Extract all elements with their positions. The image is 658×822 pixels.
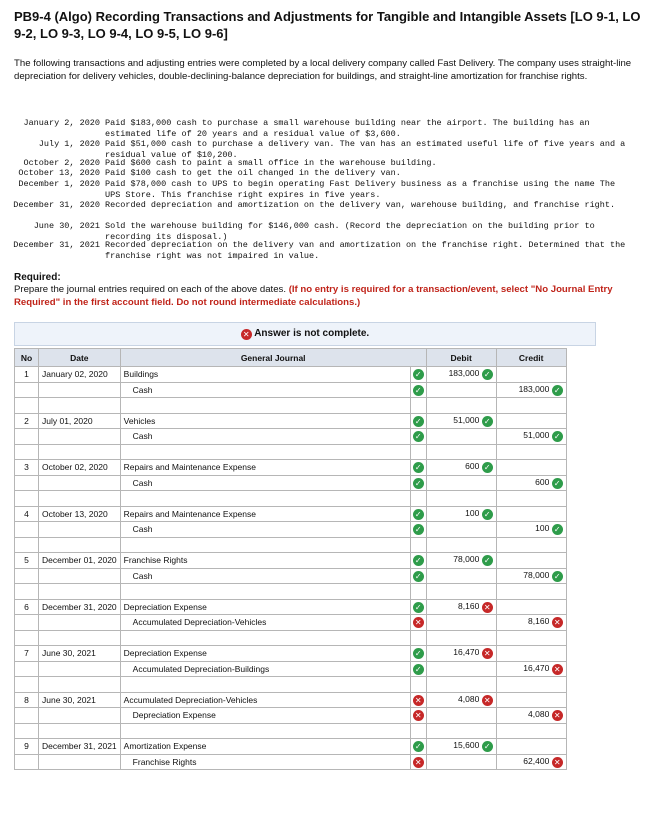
- blank-cell[interactable]: [410, 537, 426, 553]
- entry-date[interactable]: June 30, 2021: [39, 646, 121, 662]
- account-field[interactable]: Cash: [120, 475, 410, 491]
- debit-field[interactable]: 100 ✓: [426, 506, 496, 522]
- entry-number: [15, 661, 39, 677]
- entry-date[interactable]: July 01, 2020: [39, 413, 121, 429]
- account-field[interactable]: Cash: [120, 522, 410, 538]
- blank-cell[interactable]: [426, 491, 496, 507]
- header-debit: Debit: [426, 349, 496, 367]
- transaction-date: June 30, 2021: [33, 221, 100, 231]
- transaction-text: Paid $600 cash to paint a small office in the warehouse building.: [105, 158, 437, 168]
- account-status: [410, 708, 426, 724]
- entry-date[interactable]: January 02, 2020: [39, 367, 121, 383]
- transaction-date: July 1, 2020: [38, 139, 100, 149]
- account-status: [410, 475, 426, 491]
- x-circle-icon: ✕: [413, 710, 424, 721]
- account-field[interactable]: Buildings: [120, 367, 410, 383]
- debit-field[interactable]: [426, 568, 496, 584]
- transaction-date: December 31, 2020: [13, 200, 100, 210]
- account-status: [410, 692, 426, 708]
- check-icon: ✓: [413, 555, 424, 566]
- debit-field[interactable]: [426, 661, 496, 677]
- blank-row: [15, 630, 567, 646]
- header-no: No: [15, 349, 39, 367]
- account-field[interactable]: Repairs and Maintenance Expense: [120, 506, 410, 522]
- blank-row: [15, 537, 567, 553]
- blank-cell[interactable]: [410, 444, 426, 460]
- check-icon: ✓: [482, 416, 493, 427]
- debit-field[interactable]: 78,000 ✓: [426, 553, 496, 569]
- check-icon: ✓: [413, 741, 424, 752]
- transaction-text: Paid $51,000 cash to purchase a delivery van. The van has an estimated useful life of five years and a residual value of $10,200.: [105, 139, 626, 160]
- entry-number: 2: [15, 413, 39, 429]
- x-circle-icon: ✕: [552, 757, 563, 768]
- blank-cell[interactable]: [39, 491, 121, 507]
- blank-cell[interactable]: [426, 630, 496, 646]
- journal-row: [15, 522, 567, 538]
- check-icon: ✓: [413, 664, 424, 675]
- blank-cell[interactable]: [496, 677, 566, 693]
- blank-cell[interactable]: [410, 723, 426, 739]
- transaction-date: January 2, 2020: [23, 118, 100, 128]
- credit-field[interactable]: [496, 739, 566, 755]
- blank-cell[interactable]: [496, 537, 566, 553]
- blank-cell[interactable]: [120, 537, 410, 553]
- account-field[interactable]: Vehicles: [120, 413, 410, 429]
- account-status: [410, 460, 426, 476]
- account-field[interactable]: Depreciation Expense: [120, 708, 410, 724]
- account-field[interactable]: Cash: [120, 568, 410, 584]
- blank-row: [15, 398, 567, 414]
- entry-number: [15, 475, 39, 491]
- check-icon: ✓: [413, 648, 424, 659]
- entry-number: [15, 615, 39, 631]
- entry-number: [15, 522, 39, 538]
- check-icon: ✓: [413, 431, 424, 442]
- journal-row: [15, 599, 567, 615]
- blank-row: [15, 677, 567, 693]
- account-status: [410, 413, 426, 429]
- blank-cell[interactable]: [39, 584, 121, 600]
- entry-date[interactable]: December 01, 2020: [39, 553, 121, 569]
- credit-field[interactable]: [496, 506, 566, 522]
- credit-field[interactable]: 8,160 ✕: [496, 615, 566, 631]
- check-icon: ✓: [413, 385, 424, 396]
- journal-row: [15, 615, 567, 631]
- check-icon: ✓: [552, 385, 563, 396]
- check-icon: ✓: [552, 524, 563, 535]
- entry-date[interactable]: October 13, 2020: [39, 506, 121, 522]
- account-field[interactable]: Depreciation Expense: [120, 599, 410, 615]
- blank-cell[interactable]: [120, 677, 410, 693]
- blank-cell[interactable]: [39, 630, 121, 646]
- debit-field[interactable]: [426, 754, 496, 770]
- transaction-text: Paid $100 cash to get the oil changed in the delivery van.: [105, 168, 401, 178]
- check-icon: ✓: [413, 369, 424, 380]
- check-icon: ✓: [413, 416, 424, 427]
- blank-cell[interactable]: [426, 677, 496, 693]
- blank-cell[interactable]: [120, 444, 410, 460]
- entry-number: 5: [15, 553, 39, 569]
- blank-cell[interactable]: [15, 677, 39, 693]
- entry-date[interactable]: [39, 475, 121, 491]
- blank-cell[interactable]: [15, 398, 39, 414]
- x-circle-icon: ✕: [482, 695, 493, 706]
- blank-cell[interactable]: [15, 444, 39, 460]
- blank-cell[interactable]: [496, 584, 566, 600]
- debit-field[interactable]: 183,000 ✓: [426, 367, 496, 383]
- account-field[interactable]: Amortization Expense: [120, 739, 410, 755]
- credit-field[interactable]: 62,400 ✕: [496, 754, 566, 770]
- blank-cell[interactable]: [39, 677, 121, 693]
- credit-field[interactable]: [496, 692, 566, 708]
- blank-cell[interactable]: [410, 584, 426, 600]
- entry-date[interactable]: [39, 522, 121, 538]
- account-status: [410, 568, 426, 584]
- check-icon: ✓: [482, 509, 493, 520]
- blank-cell[interactable]: [120, 584, 410, 600]
- account-status: [410, 739, 426, 755]
- account-status: [410, 661, 426, 677]
- blank-cell[interactable]: [15, 491, 39, 507]
- check-icon: ✓: [552, 478, 563, 489]
- entry-number: 4: [15, 506, 39, 522]
- transaction-text: Paid $78,000 cash to UPS to begin operating Fast Delivery business as a franchise using the name The UPS Store. This franchise right expires in five years.: [105, 179, 616, 200]
- transaction-text: Sold the warehouse building for $146,000 cash. (Record the depreciation on the building prior to recording its disposal.): [105, 221, 595, 242]
- debit-field[interactable]: [426, 708, 496, 724]
- debit-field[interactable]: [426, 615, 496, 631]
- blank-cell[interactable]: [410, 677, 426, 693]
- debit-field[interactable]: 15,600 ✓: [426, 739, 496, 755]
- blank-cell[interactable]: [426, 584, 496, 600]
- credit-field[interactable]: [496, 413, 566, 429]
- blank-row: [15, 444, 567, 460]
- journal-row: [15, 568, 567, 584]
- credit-field[interactable]: 4,080 ✕: [496, 708, 566, 724]
- entry-number: 7: [15, 646, 39, 662]
- transaction-text: Recorded depreciation on the delivery van and amortization on the franchise right. Determined that the franchise right was not impaired in value.: [105, 240, 626, 261]
- banner-text: Answer is not complete.: [254, 328, 370, 339]
- journal-row: [15, 708, 567, 724]
- entry-date[interactable]: [39, 661, 121, 677]
- blank-cell[interactable]: [15, 537, 39, 553]
- journal-table: [14, 348, 567, 770]
- entry-date[interactable]: [39, 429, 121, 445]
- entry-date[interactable]: June 30, 2021: [39, 692, 121, 708]
- check-icon: ✓: [413, 524, 424, 535]
- blank-cell[interactable]: [120, 491, 410, 507]
- x-circle-icon: ✕: [413, 757, 424, 768]
- check-icon: ✓: [413, 571, 424, 582]
- journal-row: [15, 429, 567, 445]
- blank-cell[interactable]: [496, 630, 566, 646]
- blank-cell[interactable]: [410, 630, 426, 646]
- check-icon: ✓: [482, 369, 493, 380]
- journal-row: [15, 754, 567, 770]
- account-field[interactable]: Repairs and Maintenance Expense: [120, 460, 410, 476]
- debit-field[interactable]: [426, 475, 496, 491]
- journal-row: [15, 382, 567, 398]
- header-date: Date: [39, 349, 121, 367]
- blank-cell[interactable]: [496, 444, 566, 460]
- journal-row: [15, 739, 567, 755]
- blank-cell[interactable]: [120, 630, 410, 646]
- x-circle-icon: ✕: [552, 710, 563, 721]
- check-icon: ✓: [413, 478, 424, 489]
- blank-cell[interactable]: [410, 491, 426, 507]
- account-field[interactable]: Depreciation Expense: [120, 646, 410, 662]
- credit-field[interactable]: 600 ✓: [496, 475, 566, 491]
- account-status: [410, 615, 426, 631]
- entry-date[interactable]: October 02, 2020: [39, 460, 121, 476]
- account-status: [410, 599, 426, 615]
- check-icon: ✓: [413, 602, 424, 613]
- blank-cell[interactable]: [15, 723, 39, 739]
- blank-cell[interactable]: [496, 398, 566, 414]
- credit-field[interactable]: 16,470 ✕: [496, 661, 566, 677]
- required-heading: Required:: [14, 272, 61, 283]
- transaction-date: December 31, 2021: [13, 240, 100, 250]
- journal-row: [15, 475, 567, 491]
- entry-number: [15, 429, 39, 445]
- debit-field[interactable]: 51,000 ✓: [426, 413, 496, 429]
- account-status: [410, 754, 426, 770]
- transaction-date: October 13, 2020: [18, 168, 100, 178]
- entry-number: 8: [15, 692, 39, 708]
- check-icon: ✓: [552, 431, 563, 442]
- journal-row: [15, 646, 567, 662]
- entry-number: 9: [15, 739, 39, 755]
- check-icon: ✓: [482, 462, 493, 473]
- blank-cell[interactable]: [426, 444, 496, 460]
- debit-field[interactable]: 4,080 ✕: [426, 692, 496, 708]
- entry-date[interactable]: [39, 615, 121, 631]
- credit-field[interactable]: 51,000 ✓: [496, 429, 566, 445]
- blank-cell[interactable]: [120, 723, 410, 739]
- journal-header-row: [15, 349, 567, 367]
- credit-field[interactable]: [496, 646, 566, 662]
- entry-date[interactable]: December 31, 2021: [39, 739, 121, 755]
- blank-cell[interactable]: [39, 537, 121, 553]
- blank-row: [15, 491, 567, 507]
- debit-field[interactable]: [426, 429, 496, 445]
- blank-cell[interactable]: [39, 723, 121, 739]
- account-field[interactable]: Accumulated Depreciation-Vehicles: [120, 615, 410, 631]
- entry-number: [15, 382, 39, 398]
- x-circle-icon: ✕: [482, 648, 493, 659]
- entry-date[interactable]: [39, 382, 121, 398]
- account-status: [410, 646, 426, 662]
- blank-cell[interactable]: [15, 630, 39, 646]
- credit-field[interactable]: [496, 599, 566, 615]
- check-icon: ✓: [413, 509, 424, 520]
- entry-date[interactable]: [39, 568, 121, 584]
- entry-date[interactable]: [39, 708, 121, 724]
- problem-intro: The following transactions and adjusting entries were completed by a local delivery company called Fast Delivery. The company uses straight-line depreciation for delivery vehicles, double-declining-balance depreciation for buildings, and straight-line amortization for franchise rights.: [14, 58, 632, 82]
- problem-title: PB9-4 (Algo) Recording Transactions and Adjustments for Tangible and Intangible Assets [LO 9-1, LO 9-2, LO 9-3, LO 9-4, LO 9-5, LO 9-6]: [14, 9, 641, 41]
- debit-field[interactable]: [426, 522, 496, 538]
- x-circle-icon: ✕: [413, 617, 424, 628]
- credit-field[interactable]: [496, 460, 566, 476]
- credit-field[interactable]: 78,000 ✓: [496, 568, 566, 584]
- x-circle-icon: ✕: [552, 664, 563, 675]
- account-field[interactable]: Cash: [120, 429, 410, 445]
- blank-cell[interactable]: [496, 723, 566, 739]
- journal-row: [15, 460, 567, 476]
- required-instruction: Prepare the journal entries required on each of the above dates.: [14, 284, 287, 295]
- blank-row: [15, 723, 567, 739]
- entry-number: [15, 708, 39, 724]
- blank-cell[interactable]: [120, 398, 410, 414]
- x-circle-icon: ✕: [241, 329, 252, 340]
- account-status: [410, 522, 426, 538]
- blank-row: [15, 584, 567, 600]
- entry-date[interactable]: [39, 754, 121, 770]
- answer-banner: [14, 322, 596, 346]
- journal-row: [15, 692, 567, 708]
- journal-row: [15, 413, 567, 429]
- blank-cell[interactable]: [39, 444, 121, 460]
- entry-number: 3: [15, 460, 39, 476]
- account-field[interactable]: Franchise Rights: [120, 553, 410, 569]
- blank-cell[interactable]: [426, 398, 496, 414]
- debit-field[interactable]: [426, 382, 496, 398]
- transaction-date: December 1, 2020: [18, 179, 100, 189]
- journal-row: [15, 661, 567, 677]
- account-status: [410, 382, 426, 398]
- header-credit: Credit: [496, 349, 566, 367]
- entry-date[interactable]: December 31, 2020: [39, 599, 121, 615]
- credit-field[interactable]: [496, 553, 566, 569]
- journal-row: [15, 367, 567, 383]
- account-field[interactable]: Accumulated Depreciation-Vehicles: [120, 692, 410, 708]
- debit-field[interactable]: 8,160 ✕: [426, 599, 496, 615]
- entry-number: 1: [15, 367, 39, 383]
- journal-row: [15, 553, 567, 569]
- blank-cell[interactable]: [410, 398, 426, 414]
- account-field[interactable]: Franchise Rights: [120, 754, 410, 770]
- transaction-text: Recorded depreciation and amortization on the delivery van, warehouse building, and franchise right.: [105, 200, 616, 210]
- x-circle-icon: ✕: [482, 602, 493, 613]
- check-icon: ✓: [413, 462, 424, 473]
- blank-cell[interactable]: [426, 537, 496, 553]
- account-status: [410, 553, 426, 569]
- journal-row: [15, 506, 567, 522]
- credit-field[interactable]: [496, 367, 566, 383]
- account-status: [410, 429, 426, 445]
- check-icon: ✓: [482, 741, 493, 752]
- entry-number: 6: [15, 599, 39, 615]
- check-icon: ✓: [482, 555, 493, 566]
- account-field[interactable]: Accumulated Depreciation-Buildings: [120, 661, 410, 677]
- header-general-journal: General Journal: [120, 349, 426, 367]
- x-circle-icon: ✕: [552, 617, 563, 628]
- account-status: [410, 506, 426, 522]
- debit-field[interactable]: 600 ✓: [426, 460, 496, 476]
- blank-cell[interactable]: [426, 723, 496, 739]
- credit-field[interactable]: 183,000 ✓: [496, 382, 566, 398]
- account-status: [410, 367, 426, 383]
- check-icon: ✓: [552, 571, 563, 582]
- blank-cell[interactable]: [39, 398, 121, 414]
- account-field[interactable]: Cash: [120, 382, 410, 398]
- x-circle-icon: ✕: [413, 695, 424, 706]
- transaction-text: Paid $183,000 cash to purchase a small warehouse building near the airport. The building has an estimated life of 20 years and a residual value of $3,600.: [105, 118, 590, 139]
- blank-cell[interactable]: [15, 584, 39, 600]
- blank-cell[interactable]: [496, 491, 566, 507]
- entry-number: [15, 754, 39, 770]
- entry-number: [15, 568, 39, 584]
- required-text: [14, 284, 640, 309]
- debit-field[interactable]: 16,470 ✕: [426, 646, 496, 662]
- credit-field[interactable]: 100 ✓: [496, 522, 566, 538]
- required-red-note: (If no entry is required for a transaction/event, select "No Journal Entry Required" in the first account field. Do not round intermediate calculations.): [14, 284, 613, 308]
- transaction-date: October 2, 2020: [23, 158, 100, 168]
